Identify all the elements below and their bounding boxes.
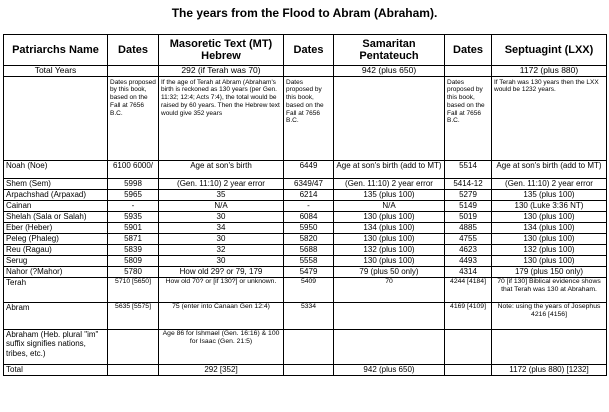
cell-d2: 5334	[284, 302, 334, 329]
header-lxx: Septuagint (LXX)	[492, 35, 607, 66]
cell-d2: 5558	[284, 255, 334, 266]
cell-lxx: 70 [if 130] Biblical evidence shows that Terah was 130 at Abraham.	[492, 277, 607, 302]
cell-d3: 5514	[445, 160, 492, 178]
notes-lxx: If Terah was 130 years then the LXX would be 1232 years.	[492, 76, 607, 160]
cell-mt: 32	[159, 244, 284, 255]
total-years-sp: 942 (plus 650)	[334, 66, 445, 77]
cell-d1: 5809	[108, 255, 159, 266]
table-row	[4, 211, 607, 222]
cell-d2: 6449	[284, 160, 334, 178]
cell-sp: N/A	[334, 200, 445, 211]
cell-name: Reu (Ragau)	[4, 244, 108, 255]
page-title: The years from the Flood to Abram (Abraham).	[171, 6, 438, 20]
total-years-lxx: 1172 (plus 880)	[492, 66, 607, 77]
table-row	[4, 266, 607, 277]
cell-mt: 30	[159, 255, 284, 266]
total-lxx: 1172 (plus 880) [1232]	[492, 364, 607, 375]
header-patriarchs: Patriarchs Name	[4, 35, 108, 66]
cell-d3: 4623	[445, 244, 492, 255]
header-dates-3: Dates	[445, 35, 492, 66]
cell-sp: 70	[334, 277, 445, 302]
cell-mt: (Gen. 11:10) 2 year error	[159, 178, 284, 189]
cell-mt: 30	[159, 211, 284, 222]
cell-d2: 6084	[284, 211, 334, 222]
cell-d2: 6214	[284, 189, 334, 200]
cell-d2: -	[284, 200, 334, 211]
cell-d1: 5780	[108, 266, 159, 277]
notes-d2: Dates proposed by this book, based on the Fall at 7656 B.C.	[284, 76, 334, 160]
cell-lxx: 179 (plus 150 only)	[492, 266, 607, 277]
header-mt: Masoretic Text (MT) Hebrew	[159, 35, 284, 66]
cell-name: Arpachshad (Arpaxad)	[4, 189, 108, 200]
header-dates-2: Dates	[284, 35, 334, 66]
cell-d3: 5414-12	[445, 178, 492, 189]
cell-d3: 4755	[445, 233, 492, 244]
cell-d3: 5279	[445, 189, 492, 200]
cell-lxx: Note: using the years of Josephus 4216 [4156]	[492, 302, 607, 329]
cell-d2: 6349/47	[284, 178, 334, 189]
cell-d2: 5820	[284, 233, 334, 244]
cell-mt: How old 29? or 79, 179	[159, 266, 284, 277]
cell-name: Shem (Sem)	[4, 178, 108, 189]
cell-d1: 5901	[108, 222, 159, 233]
cell-lxx: 130 (plus 100)	[492, 255, 607, 266]
cell-d3: 5019	[445, 211, 492, 222]
total-empty-5	[445, 364, 492, 375]
notes-name	[4, 76, 108, 160]
cell-d2	[284, 329, 334, 364]
table-row	[4, 255, 607, 266]
cell-sp	[334, 302, 445, 329]
table-row	[4, 302, 607, 329]
cell-mt: Age at son's birth	[159, 160, 284, 178]
cell-d1: 5839	[108, 244, 159, 255]
cell-d1: 5965	[108, 189, 159, 200]
cell-d3: 4314	[445, 266, 492, 277]
total-sp: 942 (plus 650)	[334, 364, 445, 375]
cell-mt: Age 86 for Ishmael (Gen. 16:16) & 100 for Isaac (Gen. 21:5)	[159, 329, 284, 364]
cell-d1: 5635 [5575]	[108, 302, 159, 329]
cell-name: Terah	[4, 277, 108, 302]
cell-mt: How old 70? or [if 130?] or unknown.	[159, 277, 284, 302]
table-row	[4, 244, 607, 255]
cell-mt: 34	[159, 222, 284, 233]
cell-sp	[334, 329, 445, 364]
cell-lxx: 130 (plus 100)	[492, 233, 607, 244]
cell-d3: 4169 [4109]	[445, 302, 492, 329]
cell-d3: 4244 [4184]	[445, 277, 492, 302]
cell-d1	[108, 329, 159, 364]
cell-lxx: 132 (plus 100)	[492, 244, 607, 255]
cell-name: Eber (Heber)	[4, 222, 108, 233]
header-dates-1: Dates	[108, 35, 159, 66]
cell-sp: Age at son's birth (add to MT)	[334, 160, 445, 178]
cell-mt: N/A	[159, 200, 284, 211]
cell-lxx: 134 (plus 100)	[492, 222, 607, 233]
cell-lxx: 130 (Luke 3:36 NT)	[492, 200, 607, 211]
notes-row	[4, 76, 607, 160]
notes-sp	[334, 76, 445, 160]
cell-name: Peleg (Phaleg)	[4, 233, 108, 244]
total-years-d3	[445, 66, 492, 77]
cell-lxx: (Gen. 11:10) 2 year error	[492, 178, 607, 189]
table-row	[4, 160, 607, 178]
flood-to-abram-table	[3, 34, 607, 376]
cell-mt: 35	[159, 189, 284, 200]
cell-d2: 5409	[284, 277, 334, 302]
cell-d1: 5935	[108, 211, 159, 222]
total-years-row	[4, 66, 607, 77]
cell-sp: 79 (plus 50 only)	[334, 266, 445, 277]
cell-d1: -	[108, 200, 159, 211]
cell-sp: (Gen. 11:10) 2 year error	[334, 178, 445, 189]
cell-d3: 4493	[445, 255, 492, 266]
cell-lxx	[492, 329, 607, 364]
cell-d3	[445, 329, 492, 364]
total-years-d2	[284, 66, 334, 77]
cell-d1: 6100 6000/	[108, 160, 159, 178]
cell-sp: 135 (plus 100)	[334, 189, 445, 200]
total-years-d1	[108, 66, 159, 77]
cell-mt: 75 (enter into Canaan Gen 12:4)	[159, 302, 284, 329]
cell-d3: 4885	[445, 222, 492, 233]
total-label: Total	[4, 364, 108, 375]
cell-d1: 5998	[108, 178, 159, 189]
cell-sp: 130 (plus 100)	[334, 255, 445, 266]
cell-name: Noah (Noe)	[4, 160, 108, 178]
notes-d1: Dates proposed by this book, based on the Fall at 7656 B.C.	[108, 76, 159, 160]
cell-mt: 30	[159, 233, 284, 244]
cell-sp: 134 (plus 100)	[334, 222, 445, 233]
cell-sp: 130 (plus 100)	[334, 233, 445, 244]
table-row	[4, 222, 607, 233]
cell-lxx: Age at son's birth (add to MT)	[492, 160, 607, 178]
total-mt: 292 [352]	[159, 364, 284, 375]
total-row	[4, 364, 607, 375]
total-empty-1	[108, 364, 159, 375]
cell-lxx: 130 (plus 100)	[492, 211, 607, 222]
cell-d3: 5149	[445, 200, 492, 211]
table-row	[4, 277, 607, 302]
cell-d2: 5950	[284, 222, 334, 233]
total-years-mt: 292 (if Terah was 70)	[159, 66, 284, 77]
cell-d2: 5479	[284, 266, 334, 277]
cell-name: Cainan	[4, 200, 108, 211]
table-row	[4, 233, 607, 244]
table-row	[4, 200, 607, 211]
total-empty-3	[284, 364, 334, 375]
cell-lxx: 135 (plus 100)	[492, 189, 607, 200]
total-years-label: Total Years	[4, 66, 108, 77]
table-row	[4, 178, 607, 189]
cell-d2: 5688	[284, 244, 334, 255]
table-row	[4, 189, 607, 200]
notes-d3: Dates proposed by this book, based on the Fall at 7656 B.C.	[445, 76, 492, 160]
table-row	[4, 329, 607, 364]
cell-sp: 132 (plus 100)	[334, 244, 445, 255]
cell-d1: 5871	[108, 233, 159, 244]
cell-name: Serug	[4, 255, 108, 266]
cell-name: Abraham (Heb. plural "im" suffix signifies nations, tribes, etc.)	[4, 329, 108, 364]
cell-name: Shelah (Sala or Salah)	[4, 211, 108, 222]
header-sp: Samaritan Pentateuch	[334, 35, 445, 66]
cell-d1: 5710 [5650]	[108, 277, 159, 302]
cell-name: Nahor (?Mahor)	[4, 266, 108, 277]
cell-name: Abram	[4, 302, 108, 329]
notes-mt: If the age of Terah at Abram (Abraham's birth is reckoned as 130 years (per Gen. 11:32; 12:4; Acts 7:4), the total would be raised by 60 years. Then the Hebrew text would give 352 years	[159, 76, 284, 160]
header-row	[4, 35, 607, 66]
cell-sp: 130 (plus 100)	[334, 211, 445, 222]
